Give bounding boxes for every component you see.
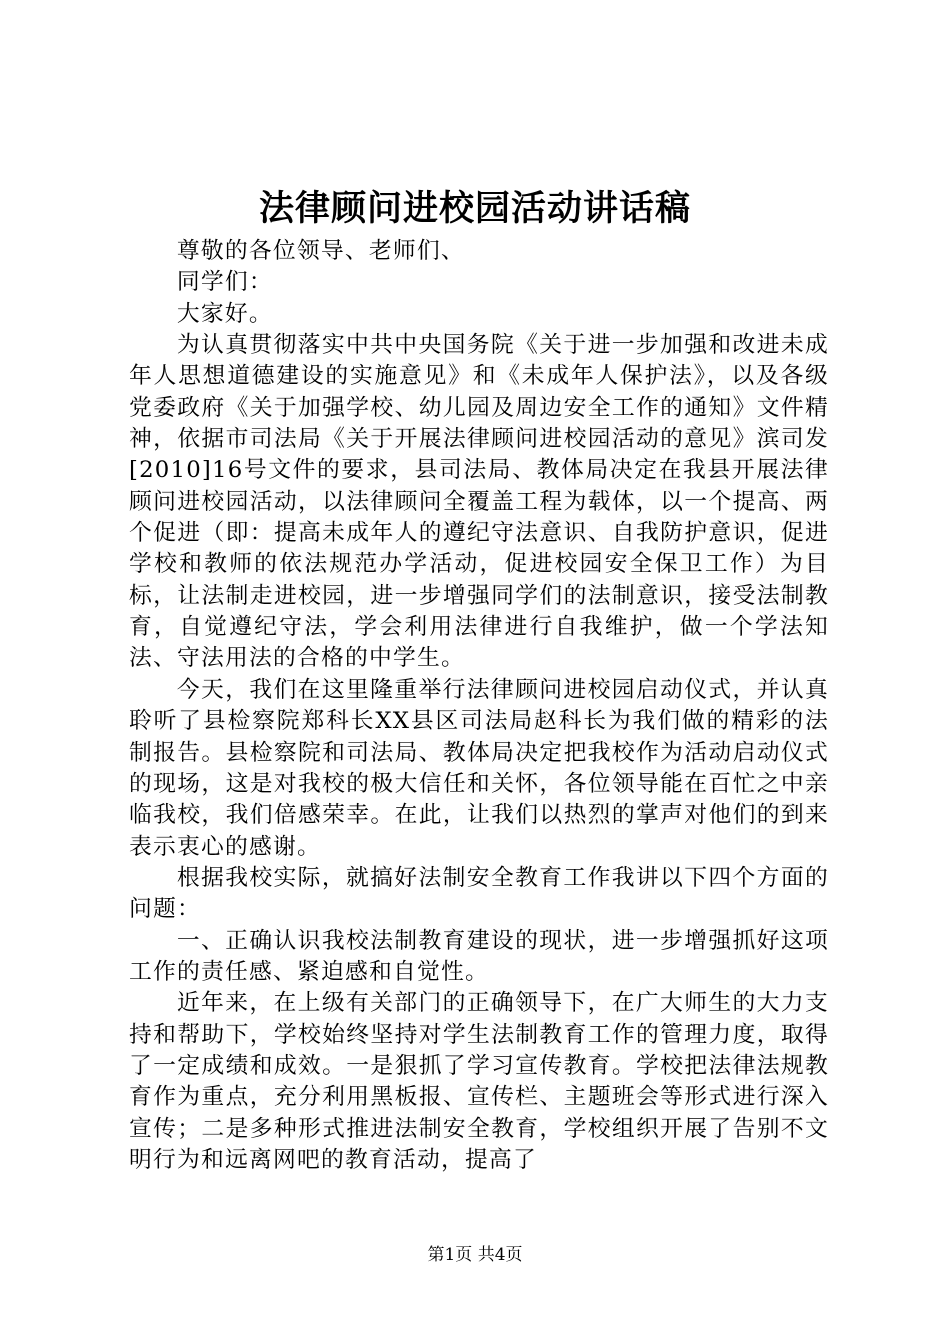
salutation-line-2: 同学们： bbox=[176, 269, 273, 296]
salutation-line-1: 尊敬的各位领导、老师们、 bbox=[176, 238, 465, 264]
paragraph-outline: 根据我校实际，就搞好法制安全教育工作我讲以下四个方面的问题： bbox=[129, 864, 829, 923]
document-title: 法律顾问进校园活动讲话稿 bbox=[258, 188, 691, 229]
page-footer: 第1页 共4页 bbox=[427, 1245, 523, 1265]
paragraph-recent-years: 近年来，在上级有关部门的正确领导下，在广大师生的大力支持和帮助下，学校始终坚持对学生法制教育工作的管理力度，取得了一定成绩和成效。一是狠抓了学习宣传教育。学校把法律法规教育作为重点，充分利用黑板报、宣传栏、主题班会等形式进行深入宣传；二是多种形式推进法制安全教育，学校组织开展了告别不文明行为和远离网吧的教育活动，提高了 bbox=[129, 990, 829, 1173]
section-heading-1: 一、正确认识我校法制教育建设的现状，进一步增强抓好这项工作的责任感、紧迫感和自觉性。 bbox=[129, 927, 829, 985]
document-body bbox=[129, 236, 829, 1176]
greeting: 大家好。 bbox=[176, 300, 273, 327]
paragraph-ceremony: 今天，我们在这里隆重举行法律顾问进校园启动仪式，并认真聆听了县检察院郑科长XX县区司法局赵科长为我们做的精彩的法制报告。县检察院和司法局、教体局决定把我校作为活动启动仪式的现场，这是对我校的极大信任和关怀，各位领导能在百忙之中亲临我校，我们倍感荣幸。在此，让我们以热烈的掌声对他们的到来表示衷心的感谢。 bbox=[129, 676, 829, 860]
paragraph-intro: 为认真贯彻落实中共中央国务院《关于进一步加强和改进未成年人思想道德建设的实施意见》和《未成年人保护法》，以及各级党委政府《关于加强学校、幼儿园及周边安全工作的通知》文件精神，依据市司法局《关于开展法律顾问进校园活动的意见》滨司发[2010]16号文件的要求，县司法局、教体局决定在我县开展法律顾问进校园活动，以法律顾问全覆盖工程为载体，以一个提高、两个促进（即：提高未成年人的遵纪守法意识、自我防护意识，促进学校和教师的依法规范办学活动，促进校园安全保卫工作）为目标，让法制走进校园，进一步增强同学们的法制意识，接受法制教育，自觉遵纪守法，学会利用法律进行自我维护，做一个学法知法、守法用法的合格的中学生。 bbox=[129, 332, 829, 672]
